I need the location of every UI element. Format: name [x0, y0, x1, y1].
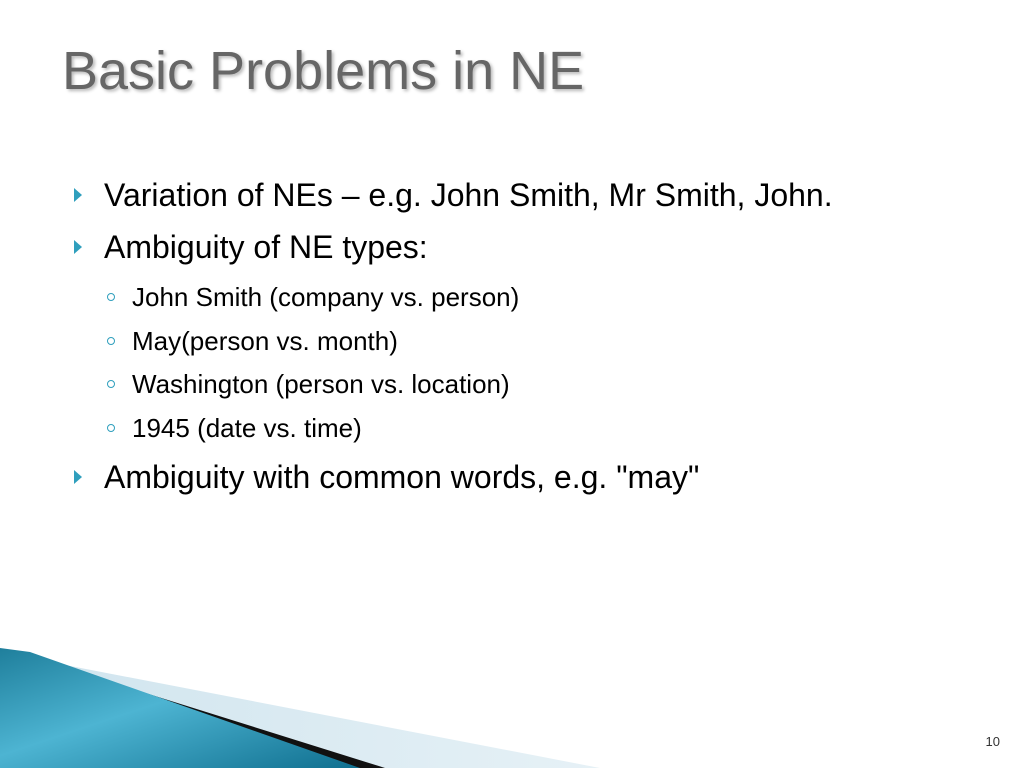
bullet-list [74, 172, 954, 506]
bullet-text: Variation of NEs – e.g. John Smith, Mr Smith, John. [104, 177, 833, 213]
bullet-item [74, 224, 954, 270]
circle-bullet-icon [107, 337, 115, 345]
triangle-bullet-icon [74, 240, 82, 254]
bullet-text: Ambiguity with common words, e.g. "may" [104, 459, 700, 495]
sub-bullet-item [74, 320, 954, 364]
sub-bullet-item [74, 276, 954, 320]
sub-bullet-list [74, 276, 954, 450]
triangle-bullet-icon [74, 470, 82, 484]
sub-bullet-text: May(person vs. month) [132, 325, 398, 356]
slide-title: Basic Problems in NE [62, 41, 585, 101]
sub-bullet-text: 1945 (date vs. time) [132, 412, 362, 443]
bullet-item [74, 454, 954, 500]
triangle-bullet-icon [74, 188, 82, 202]
sub-bullet-item [74, 407, 954, 451]
page-number: 10 [985, 734, 1000, 749]
circle-bullet-icon [107, 380, 115, 388]
teal-shape [0, 648, 360, 768]
sub-bullet-item [74, 363, 954, 407]
bullet-item [74, 172, 954, 218]
sub-bullet-text: Washington (person vs. location) [132, 369, 510, 399]
sub-bullet-text: John Smith (company vs. person) [132, 282, 520, 312]
circle-bullet-icon [107, 293, 115, 301]
bullet-text: Ambiguity of NE types: [104, 229, 428, 265]
circle-bullet-icon [107, 424, 115, 432]
